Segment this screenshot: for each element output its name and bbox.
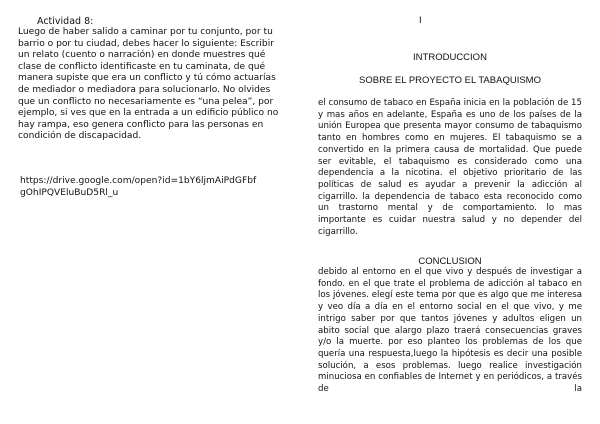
page-number: I [419, 16, 422, 26]
left-page [0, 0, 290, 424]
heading-introduccion: INTRODUCCION [413, 52, 487, 63]
activity-instructions: Luego de haber salido a caminar por tu conjunto, por tu barrio o por tu ciudad, debes hacer lo siguiente: Escribir un relato (cuento o narración) en donde muestres qué clase de conflicto identificaste en tu caminata, de qué manera supiste que era un conflicto y tú cómo actuarías de mediador o mediadora para solucionarlo. No olvides que un conflicto no necesariamente es “una pelea”, por ejemplo, si ves que en la entrada a un edificio público no hay rampa, eso genera conflicto para las personas en condición de discapacidad. [18, 27, 279, 142]
heading-proyecto: SOBRE EL PROYECTO EL TABAQUISMO [359, 75, 541, 86]
drive-link[interactable]: https://drive.google.com/open?id=1bY6ljmAiPdGFbfgOhIPQVEluBuD5Rl_u [20, 176, 257, 198]
right-page [300, 0, 600, 424]
heading-conclusion: CONCLUSION [418, 256, 482, 267]
intro-paragraph: el consumo de tabaco en España inicia en la población de 15 y mas años en adelante, España es uno de los países de la unión Europea que presenta mayor consumo de tabaquismo tanto en hombres como en mujeres. El tabaquismo se a convertido en la primera causa de mortalidad. Que puede ser evitable, el tabaquismo es considerado como una dependencia a la nicotina. el objetivo prioritario de las políticas de salud es ayudar a prevenir la adicción al cigarrillo. la dependencia de tabaco esta reconocido como un trastorno mental y de comportamiento. lo mas importante es cuidar nuestra salud y no depender del cigarrillo. [318, 98, 582, 237]
activity-title: Actividad 8: [37, 16, 94, 27]
conclusion-paragraph: debido al entorno en el que vivo y después de investigar a fondo. en el que trate el problema de adicción al tabaco en los jóvenes. elegí este tema por que es algo que me interesa y veo día a día en el entorno social en el que vivo, y me intrigo saber por que tantos jóvenes y adultos eligen un abito social que alargo plazo traerá consecuencias graves y/o la muerte. por eso planteo los problemas de los que quería una respuesta,luego la hipótesis es decir una posible solución, a esos problemas. luego realice investigación minuciosa en confiables de Internet y en periódicos, a través de la [318, 267, 582, 395]
